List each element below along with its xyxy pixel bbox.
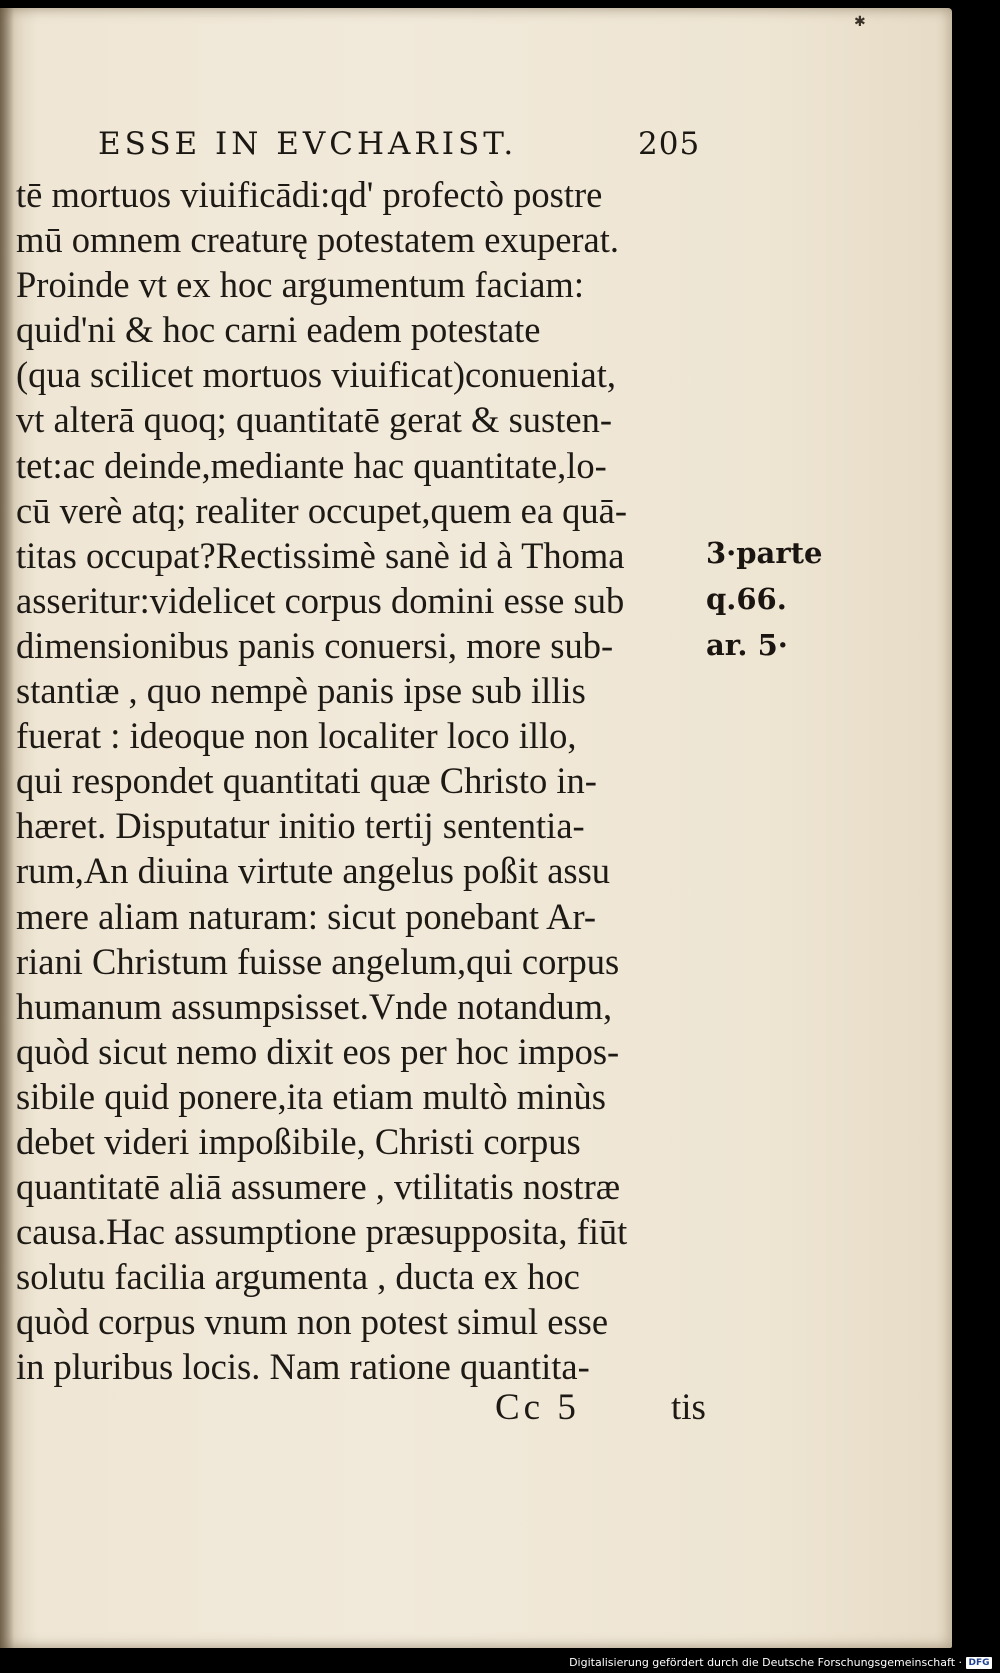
text-line: riani Christum fuisse angelum,qui corpus [16,940,620,982]
ink-speck: ✱ [854,14,866,30]
text-line: debet videri impoßibile, Christi corpus [16,1120,581,1162]
text-line: dimensionibus panis conuersi, more sub- [16,624,614,666]
running-head-title: ESSE IN EVCHARIST. [98,126,518,162]
text-line: titas occupat?Rectissimè sanè id à Thoma [16,534,625,576]
text-line: humanum assumpsisset.Vnde notandum, [16,985,613,1027]
text-line: mū omnem creaturę potestatem exuperat. [16,219,620,261]
catchline [495,1386,735,1434]
page-gutter-shadow [0,8,14,1648]
text-line: qui respondet quantitati quæ Christo in- [16,760,597,802]
marginal-note [706,530,826,668]
text-line: quantitatē aliā assumere , vtilitatis nostræ [16,1166,621,1208]
text-line: vt alterā quoq; quantitatē gerat & susten- [16,399,612,441]
text-line: (qua scilicet mortuos viuificat)conueniat, [16,354,617,396]
text-line: quòd sicut nemo dixit eos per hoc impos- [16,1030,620,1072]
page-number: 205 [638,126,701,162]
marginal-note-line: q.66. [706,582,787,616]
running-head [98,126,701,170]
text-line: tē mortuos viuificādi:qd' profectò postre [16,174,603,215]
text-line: Proinde vt ex hoc argumentum faciam: [16,264,584,306]
marginal-note-line: 3·parte [706,536,823,570]
text-line: hæret. Disputatur initio tertij sententia- [16,805,585,847]
marginal-note-line: ar. 5· [706,628,788,662]
text-line: tet:ac deinde,mediante hac quantitate,lo- [16,444,607,486]
text-line: in pluribus locis. Nam ratione quantita- [16,1346,590,1388]
text-line: asseritur:videlicet corpus domini esse sub [16,579,625,621]
text-line: fuerat : ideoque non localiter loco illo, [16,715,577,757]
catchword: tis [671,1387,706,1428]
text-line: mere aliam naturam: sicut ponebant Ar- [16,895,597,937]
dfg-logo: DFG [966,1657,992,1669]
digitization-credit: Digitalisierung gefördert durch die Deutsche Forschungsgemeinschaft · [569,1656,962,1669]
text-line: rum,An diuina virtute angelus poßit assu [16,850,611,892]
text-line: cū verè atq; realiter occupet,quem ea quā- [16,489,628,531]
signature-mark: Cc 5 [495,1387,580,1428]
text-line: solutu facilia argumenta , ducta ex hoc [16,1256,580,1298]
text-line: sibile quid ponere,ita etiam multò minùs [16,1075,606,1117]
text-line: quid'ni & hoc carni eadem potestate [16,309,541,351]
text-line: quòd corpus vnum non potest simul esse [16,1301,609,1343]
body-text [16,172,706,1390]
text-line: causa.Hac assumptione præsupposita, fiūt [16,1211,628,1253]
text-line: stantiæ , quo nempè panis ipse sub illis [16,670,586,712]
